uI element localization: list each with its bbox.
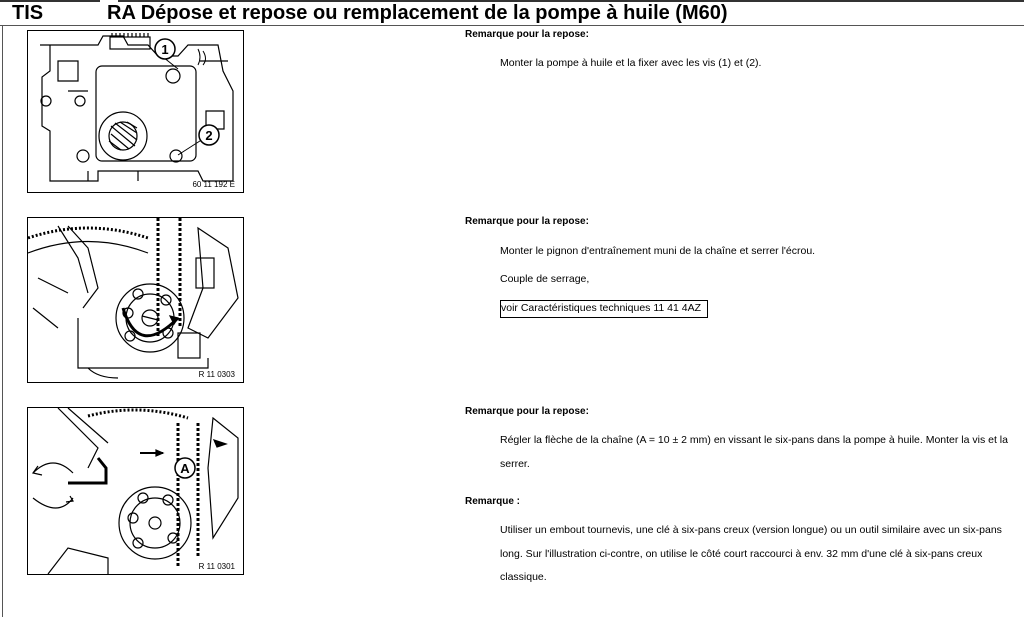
system-label: TIS xyxy=(12,2,44,24)
svg-text:1: 1 xyxy=(161,42,169,57)
figure-chain-adjustment xyxy=(27,407,244,575)
figure-code: 60 11 192 E xyxy=(192,180,235,189)
step-2-torque: Couple de serrage, xyxy=(500,273,590,285)
step-2-heading: Remarque pour la repose: xyxy=(465,216,589,227)
tech-data-link[interactable]: voir Caractéristiques techniques 11 41 4AZ xyxy=(500,300,708,318)
step-1-text: Monter la pompe à huile et la fixer avec les vis (1) et (2). xyxy=(500,57,762,69)
callout-a xyxy=(175,458,195,478)
figure-drive-sprocket xyxy=(27,217,244,383)
step-2-text: Monter le pignon d'entraînement muni de la chaîne et serrer l'écrou. xyxy=(500,245,816,257)
note-text: Utiliser un embout tournevis, une clé à six-pans creux (version longue) ou un outil similaire avec un six-pans long. Sur l'illustration ci-contre, on utilise le côté court raccourci à env. 32 mm d'une clé à six-pans creux classique. xyxy=(500,524,1002,583)
step-3-text: Régler la flèche de la chaîne (A = 10 ± 2 mm) en vissant le six-pans dans la pompe à huile. Monter la vis et la serrer. xyxy=(500,434,1008,470)
left-margin-rule xyxy=(2,26,3,617)
step-3-heading: Remarque pour la repose: xyxy=(465,406,589,417)
oil-pump-drawing xyxy=(28,31,243,192)
step-1-heading: Remarque pour la repose: xyxy=(465,29,589,40)
callout-1 xyxy=(155,39,178,69)
drive-sprocket-drawing xyxy=(28,218,243,382)
chain-adjustment-drawing xyxy=(28,408,243,574)
callout-2 xyxy=(178,125,219,155)
note-heading: Remarque : xyxy=(465,496,521,507)
figure-oil-pump xyxy=(27,30,244,193)
figure-code: R 11 0303 xyxy=(198,370,235,379)
svg-text:A: A xyxy=(180,461,190,476)
svg-text:2: 2 xyxy=(205,128,213,143)
page-title: RA Dépose et repose ou remplacement de la pompe à huile (M60) xyxy=(107,2,728,24)
page-header xyxy=(0,0,1024,26)
figure-code: R 11 0301 xyxy=(198,562,235,571)
